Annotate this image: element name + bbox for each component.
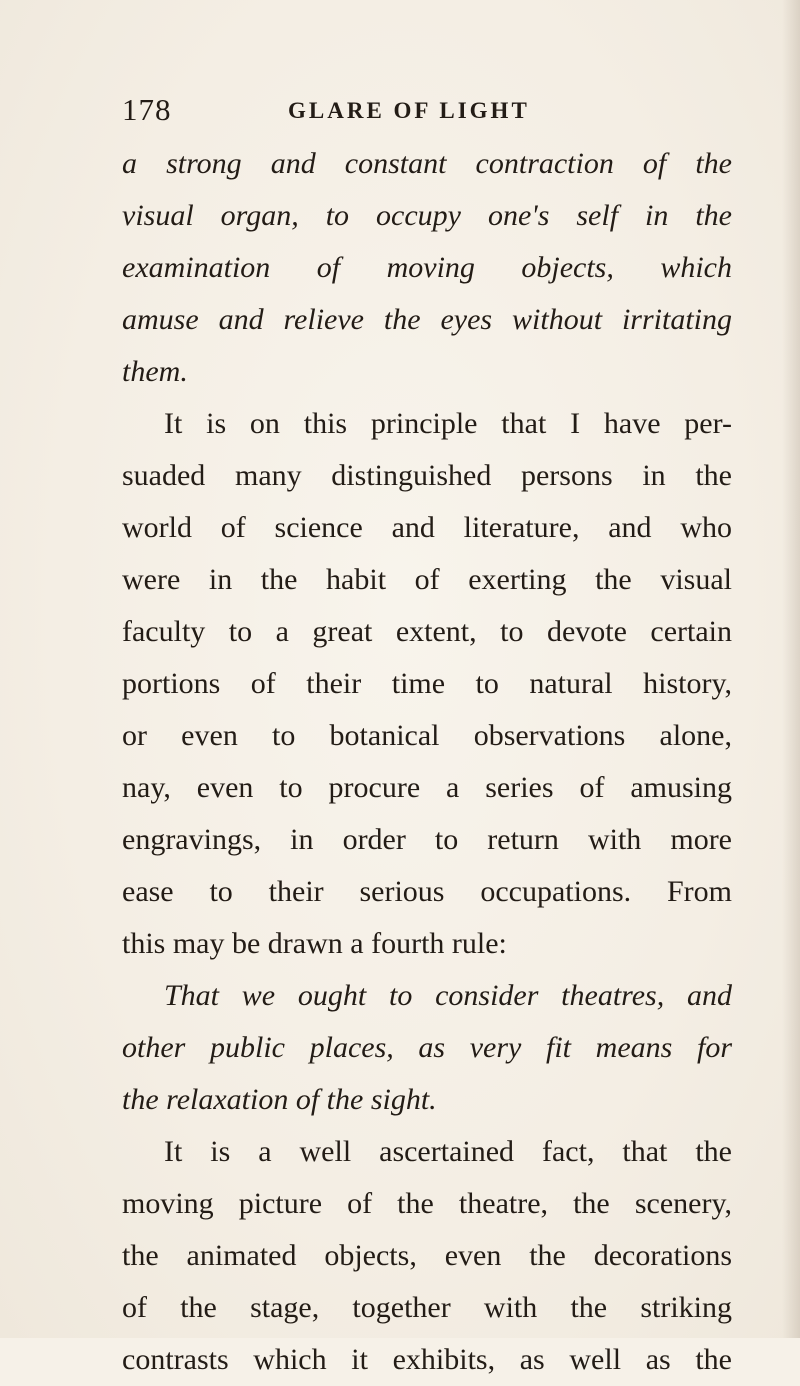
text-line: It is a well ascertained fact, that the <box>164 1135 732 1168</box>
text-line: portions of their time to natural history, <box>122 667 732 700</box>
text-line: contrasts which it exhibits, as well as the <box>122 1343 732 1376</box>
running-head: GLARE OF LIGHT <box>288 98 530 123</box>
text-line: faculty to a great extent, to devote certain <box>122 615 732 648</box>
text-line: world of science and literature, and who <box>122 511 732 544</box>
text-line: or even to botanical observations alone, <box>122 719 732 752</box>
page-edge-shadow <box>782 0 800 1338</box>
text-line: them. <box>122 355 188 388</box>
text-line: other public places, as very fit means for <box>122 1031 732 1064</box>
text-line: visual organ, to occupy one's self in the <box>122 199 732 232</box>
text-line: That we ought to consider theatres, and <box>164 979 732 1012</box>
text-line: the animated objects, even the decorations <box>122 1239 732 1272</box>
page-header <box>122 92 722 132</box>
text-line: examination of moving objects, which <box>122 251 732 284</box>
text-line: nay, even to procure a series of amusing <box>122 771 732 804</box>
page-number: 178 <box>122 92 172 127</box>
text-line: engravings, in order to return with more <box>122 823 732 856</box>
text-line: suaded many distinguished persons in the <box>122 459 732 492</box>
text-line: a strong and constant contraction of the <box>122 147 732 180</box>
text-line: the relaxation of the sight. <box>122 1083 437 1116</box>
text-line: It is on this principle that I have per- <box>164 407 732 440</box>
text-line: this may be drawn a fourth rule: <box>122 927 507 960</box>
text-line: of the stage, together with the striking <box>122 1291 732 1324</box>
text-line: were in the habit of exerting the visual <box>122 563 732 596</box>
body-text <box>122 138 732 1386</box>
text-line: amuse and relieve the eyes without irritating <box>122 303 732 336</box>
text-line: moving picture of the theatre, the scenery, <box>122 1187 732 1220</box>
text-line: ease to their serious occupations. From <box>122 875 732 908</box>
